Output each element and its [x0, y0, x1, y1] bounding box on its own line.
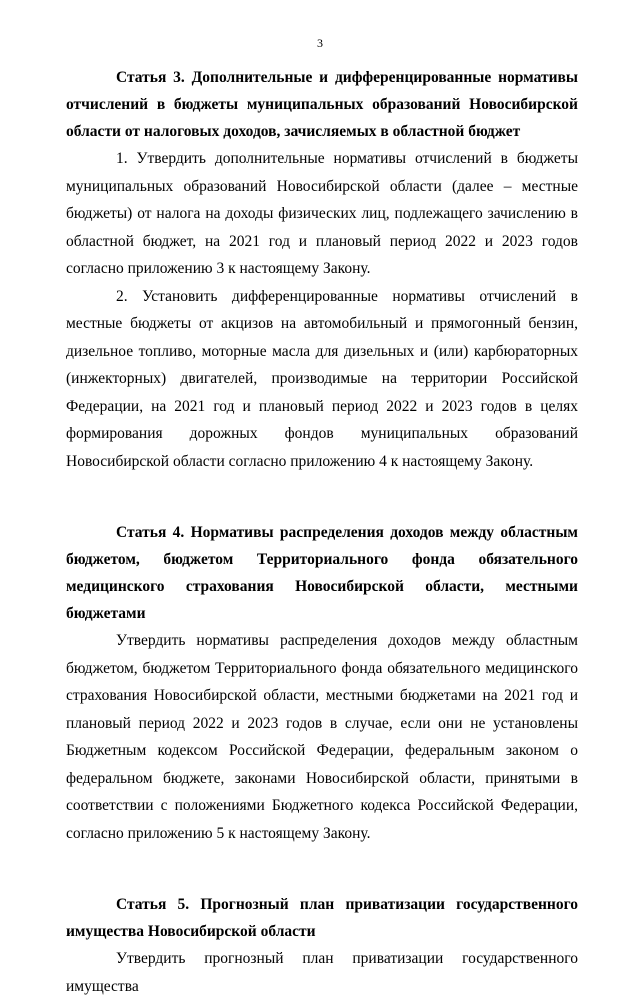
document-body — [66, 64, 578, 1000]
article-3-paragraph-2: 2. Установить дифференцированные нормативы отчислений в местные бюджеты от акцизов на автомобильный и прямогонный бензин, дизельное топливо, моторные масла для дизельных и (или) карбюраторных (инжекторных) двигателей, производимые на территории Российской Федерации, на 2021 год и плановый период 2022 и 2023 годов в целях формирования дорожных фондов муниципальных образований Новосибирской области согласно приложению 4 к настоящему Закону. — [66, 287, 578, 470]
article-5 — [66, 891, 578, 1000]
article-3 — [66, 64, 578, 475]
article-4-paragraph-1: Утвердить нормативы распределения доходов между областным бюджетом, бюджетом Территориального фонда обязательного медицинского страхования Новосибирской области, местными бюджетами на 2021 год и плановый период 2022 и 2023 годов в случае, если они не установлены Бюджетным кодексом Российской Федерации, федеральным законом о федеральном бюджете, законами Новосибирской области, принятыми в соответствии с положениями Бюджетного кодекса Российской Федерации, согласно приложению 5 к настоящему Закону. — [66, 632, 578, 842]
article-4-title: Статья 4. Нормативы распределения доходов между областным бюджетом, бюджетом Территориального фонда обязательного медицинского страхования Новосибирской области, местными бюджетами — [66, 524, 578, 622]
page-number: 3 — [317, 36, 323, 50]
article-3-title: Статья 3. Дополнительные и дифференцированные нормативы отчислений в бюджеты муниципальных образований Новосибирской области от налоговых доходов, зачисляемых в областной бюджет — [66, 69, 578, 140]
article-4 — [66, 519, 578, 847]
article-5-paragraph-1: Утвердить прогнозный план приватизации государственного имущества — [66, 950, 578, 995]
article-3-paragraph-1: 1. Утвердить дополнительные нормативы отчислений в бюджеты муниципальных образований Новосибирской области (далее – местные бюджеты) от налога на доходы физических лиц, подлежащего зачислению в областной бюджет, на 2021 год и плановый период 2022 и 2023 годов согласно приложению 3 к настоящему Закону. — [66, 150, 578, 277]
article-5-title: Статья 5. Прогнозный план приватизации государственного имущества Новосибирской области — [66, 896, 578, 940]
